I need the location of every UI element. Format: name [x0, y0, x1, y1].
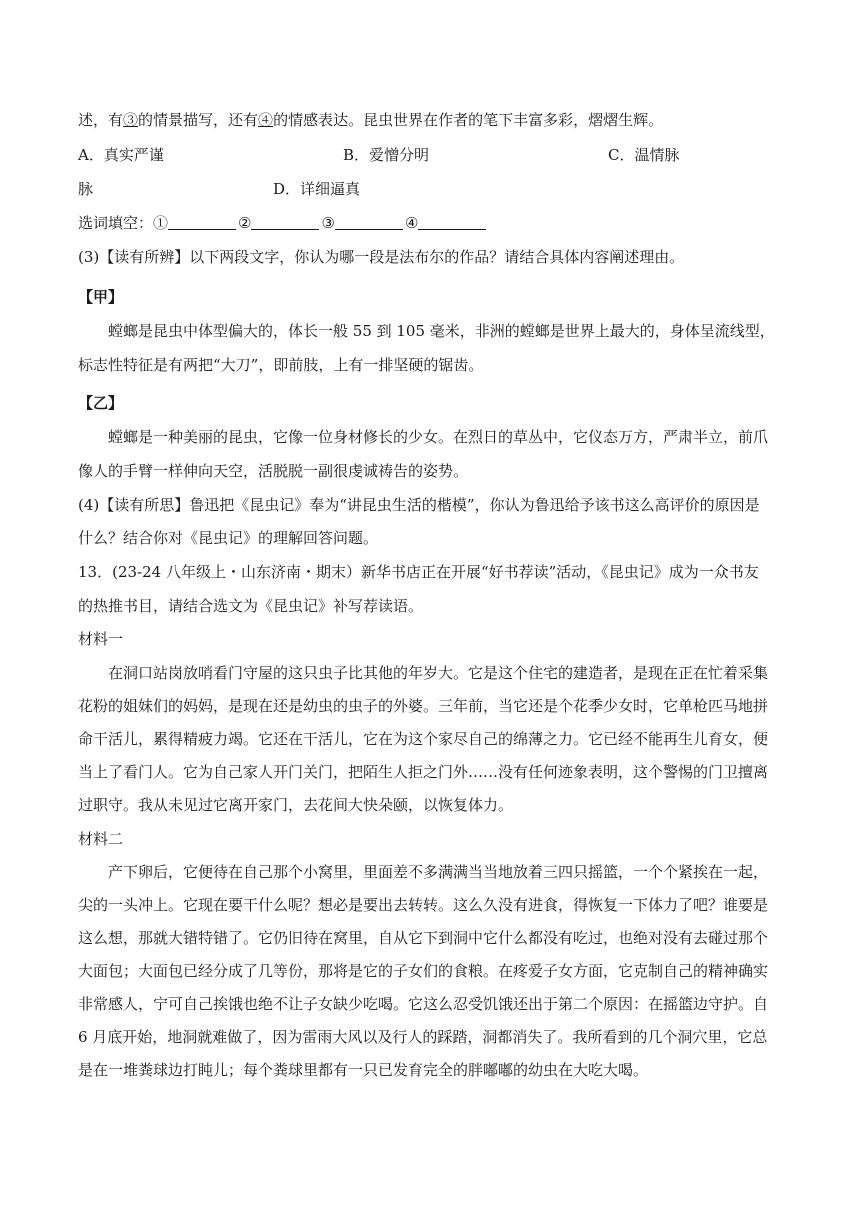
question-4: (4)【读有所思】鲁迅把《昆虫记》奉为“讲昆虫生活的楷模”，你认为鲁迅给予该书这么高评价的原因是: [78, 496, 760, 514]
material-2-label: 材料二: [78, 830, 124, 848]
passage-jia-line: 标志性特征是有两把“大刀”，即前肢，上有一排坚硬的锯齿。: [78, 356, 484, 374]
material-1-label: 材料一: [78, 630, 124, 648]
option-a: A．真实严谨: [78, 146, 164, 164]
material-2-line: 6 月底开始，地洞就难做了，因为雷雨大风以及行人的踩踏，洞都消失了。我所看到的几个洞穴里，它总: [78, 1028, 768, 1046]
fill-in-line: [78, 206, 786, 240]
material-2-line: 尖的一头冲上。它现在要干什么呢？想必是要出去转转。这么久没有进食，得恢复一下体力了吧？谁要是: [78, 896, 769, 914]
question-13: 的热推书目，请结合选文为《昆虫记》补写荐读语。: [78, 597, 424, 615]
answer-blank[interactable]: [418, 211, 486, 230]
circled-number: ③: [123, 111, 139, 129]
question-13: 13．(23-24 八年级上・山东济南・期末）新华书店正在开展“好书荐读”活动，《昆虫记》成为一众书友: [78, 563, 759, 581]
material-1-line: 在洞口站岗放哨看门守屋的这只虫子比其他的年岁大。它是这个住宅的建造者，是现在正在忙着采集: [108, 664, 769, 682]
text-fragment: 的情景描写，还有: [138, 111, 259, 129]
passage-jia-label: 【甲】: [78, 288, 124, 306]
circled-number: ④: [258, 111, 274, 129]
question-4: 什么？结合你对《昆虫记》的理解回答问题。: [78, 529, 379, 547]
answer-blank[interactable]: [251, 211, 319, 230]
passage-yi-line: 像人的手臂一样伸向天空，活脱脱一副很虔诚祷告的姿势。: [78, 462, 469, 480]
answer-blank[interactable]: [168, 211, 236, 230]
fill-label: 选词填空：: [78, 214, 154, 232]
text-line: [78, 103, 786, 137]
question-3: (3)【读有所辨】以下两段文字，你认为哪一段是法布尔的作品？请结合具体内容阐述理由。: [78, 248, 685, 266]
material-1-line: 命干活儿，累得精疲力竭。它还在干活儿，它在为这个家尽自己的绵薄之力。它已经不能再生儿育女，便: [78, 730, 769, 748]
option-c: C．温情脉: [608, 146, 680, 164]
passage-yi-line: 螳螂是一种美丽的昆虫，它像一位身材修长的少女。在烈日的草丛中，它仪态万方，严肃半立，前爪: [108, 428, 769, 446]
material-2-line: 这么想，那就大错特错了。它仍旧待在窝里，自从它下到洞中它什么都没有吃过，也绝对没有去碰过那个: [78, 929, 769, 947]
option-d: D．详细逼真: [273, 180, 361, 198]
material-2-line: 产下卵后，它便待在自己那个小窝里，里面差不多满满当当地放着三四只摇篮，一个个紧挨在一起，: [108, 863, 769, 881]
text-fragment: 述，有: [78, 111, 124, 129]
option-c-wrap: 脉: [78, 180, 94, 198]
material-2-line: 是在一堆粪球边打盹儿；每个粪球里都有一只已发育完全的胖嘟嘟的幼虫在大吃大喝。: [78, 1061, 649, 1079]
material-1-line: 当上了看门人。它为自己家人开门关门，把陌生人拒之门外……没有任何迹象表明，这个警惕的门卫擅离: [78, 763, 769, 781]
material-1-line: 花粉的姐妹们的妈妈，是现在还是幼虫的虫子的外婆。三年前，当它还是个花季少女时，它单枪匹马地拼: [78, 697, 769, 715]
material-2-line: 非常感人，宁可自己挨饿也绝不让子女缺少吃喝。它这么忍受饥饿还出于第二个原因：在摇篮边守护。自: [78, 995, 769, 1013]
blank-number: ③: [321, 214, 335, 232]
answer-blank[interactable]: [335, 211, 403, 230]
text-fragment: 的情感表达。昆虫世界在作者的笔下丰富多彩，熠熠生辉。: [273, 111, 664, 129]
material-1-line: 过职守。我从未见过它离开家门，去花间大快朵颐，以恢复体力。: [78, 796, 514, 814]
option-b: B．爱憎分明: [343, 146, 430, 164]
blank-number: ①: [153, 214, 169, 232]
blank-number: ②: [238, 214, 252, 232]
blank-number: ④: [404, 214, 419, 232]
material-2-line: 大面包；大面包已经分成了几等份，那将是它的子女们的食粮。在疼爱子女方面，它克制自己的精神确实: [78, 962, 769, 980]
passage-jia-line: 螳螂是昆虫中体型偏大的，体长一般 55 到 105 毫米，非洲的螳螂是世界上最大的，身体呈流线型，: [108, 322, 775, 340]
passage-yi-label: 【乙】: [78, 394, 124, 412]
